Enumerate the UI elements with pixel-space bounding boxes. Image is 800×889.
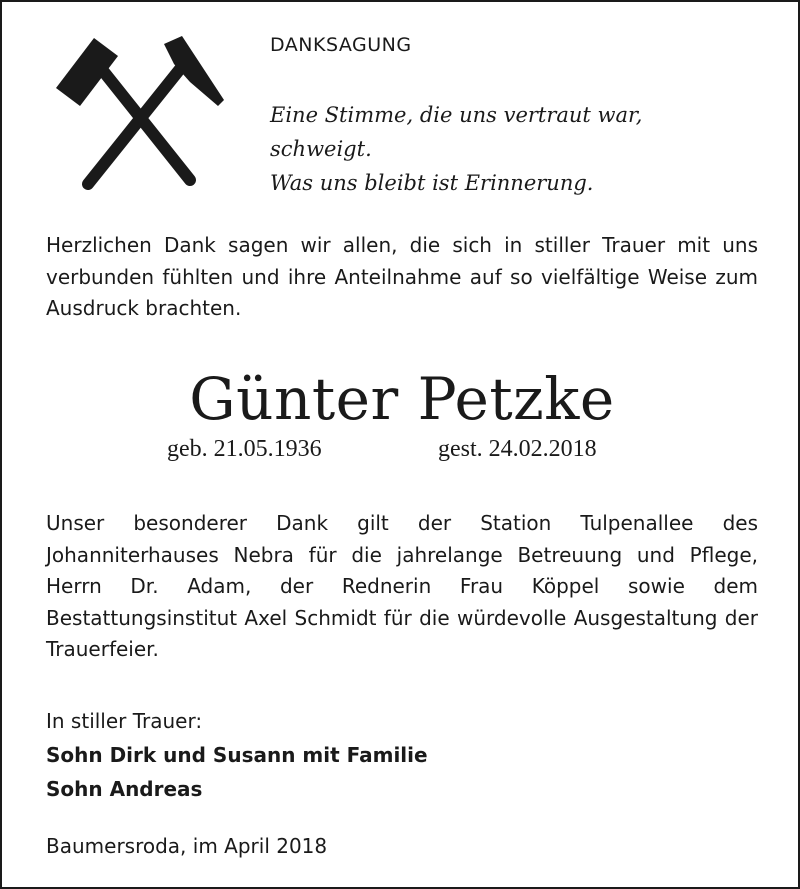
- intro-paragraph: Herzlichen Dank sagen wir allen, die sich in stiller Trauer mit uns verbunden fühlten und ihre Anteilnahme auf so vielfältige Weise zum Ausdruck brachten.: [46, 233, 758, 320]
- deceased-name: Günter Petzke: [189, 365, 615, 433]
- thanks-paragraph: Unser besonderer Dank gilt der Station Tulpenallee des Johanniterhauses Nebra für die jahrelange Betreuung und Pflege, Herrn Dr. Adam, der Rednerin Frau Köppel sowie dem Bestattungsinstitut Axel Schmidt für die würdevolle Ausgestaltung der Trauerfeier.: [46, 511, 758, 661]
- crossed-hammer-and-pick-icon: [52, 30, 232, 190]
- verse-line: Eine Stimme, die uns vertraut war,: [270, 103, 643, 127]
- mourners-block: [46, 704, 428, 806]
- memorial-verse: [270, 98, 642, 200]
- notice-title: DANKSAGUNG: [270, 34, 412, 56]
- mourners-intro: In stiller Trauer:: [46, 709, 203, 733]
- mourner-name: Sohn Dirk und Susann mit Familie: [46, 743, 428, 767]
- mourner-name: Sohn Andreas: [46, 777, 203, 801]
- verse-line: schweigt.: [270, 137, 372, 161]
- verse-line: Was uns bleibt ist Erinnerung.: [270, 171, 594, 195]
- birth-date: geb. 21.05.1936: [167, 436, 322, 462]
- place-and-date: Baumersroda, im April 2018: [46, 834, 328, 858]
- death-date: gest. 24.02.2018: [438, 436, 597, 462]
